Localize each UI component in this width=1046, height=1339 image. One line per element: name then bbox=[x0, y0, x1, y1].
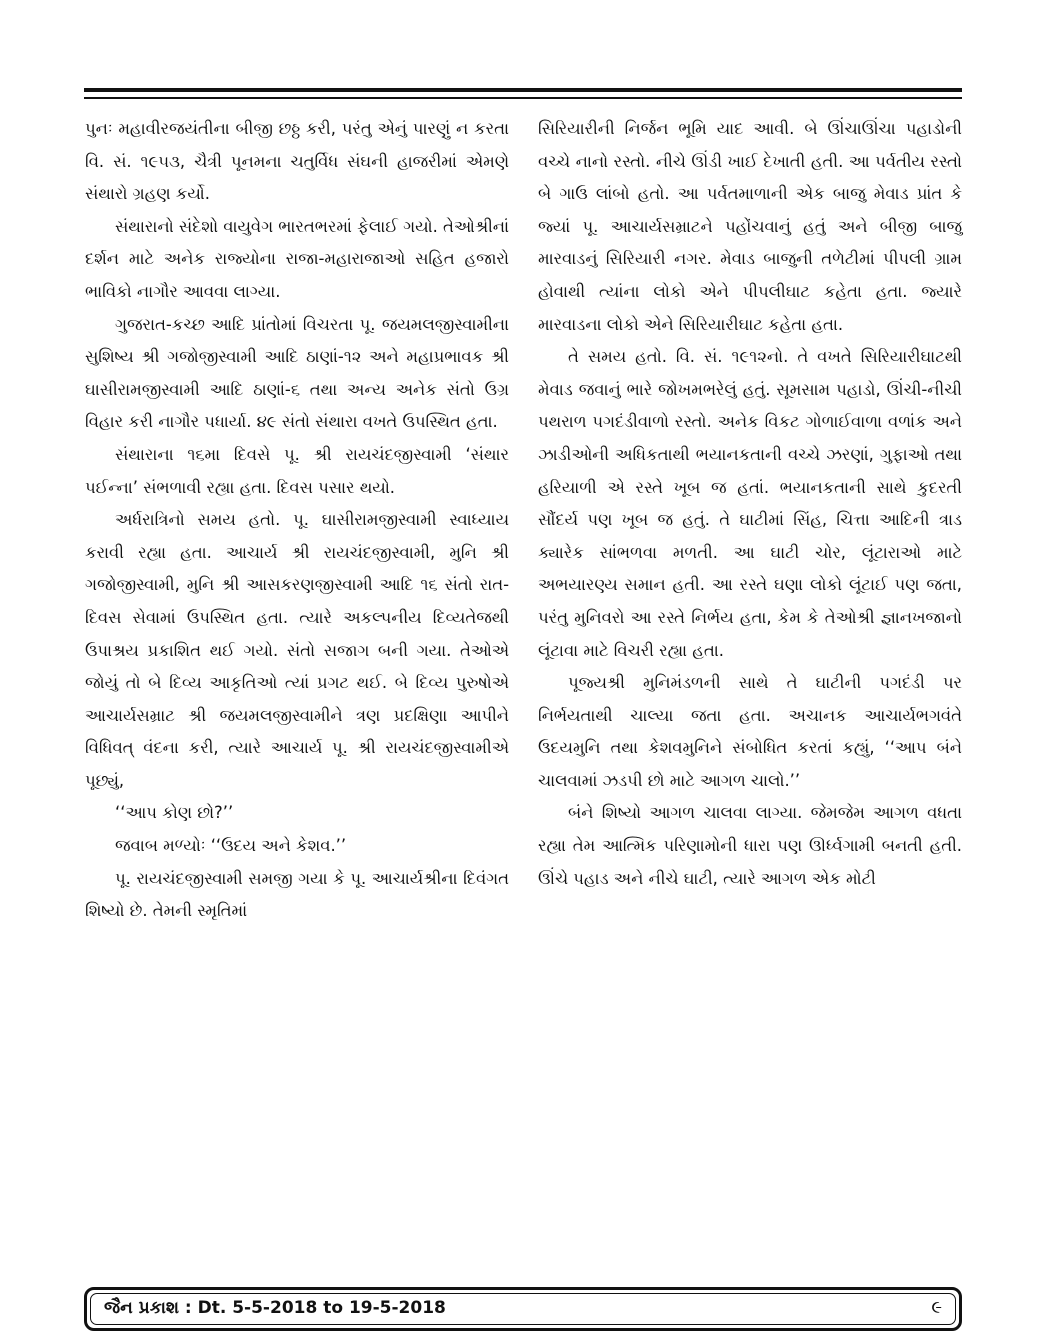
paragraph: બંને શિષ્યો આગળ ચાલવા લાગ્યા. જેમજેમ આગળ વધતા રહ્યા તેમ આત્મિક પરિણામોની ધારા પણ ઊર્ધ્વગામી બનતી હતી. ઊંચે પહાડ અને નીચે ઘાટી, ત્યારે આગળ એક મોટી bbox=[538, 803, 962, 888]
page-footer bbox=[84, 1287, 962, 1331]
paragraph: તે સમય હતો. વિ. સં. ૧૯૧૨નો. તે વખતે સિરિયારીઘાટથી મેવાડ જવાનું ભારે જોખમભરેલું હતું. સૂમસામ પહાડો, ઊંચી-નીચી પથરાળ પગદંડીવાળો રસ્તો. અનેક વિકટ ગોળાઈવાળા વળાંક અને ઝાડીઓની અધિકતાથી ભયાનકતાની વચ્ચે ઝરણાં, ગુફાઓ તથા હરિયાળી એ રસ્તે ખૂબ જ હતાં. ભયાનકતાની સાથે કુદરતી સૌંદર્ય પણ ખૂબ જ હતું. તે ઘાટીમાં સિંહ, ચિત્તા આદિની ત્રાડ ક્યારેક સાંભળવા મળતી. આ ઘાટી ચોર, લૂંટારાઓ માટે અભયારણ્ય સમાન હતી. આ રસ્તે ઘણા લોકો લૂંટાઈ પણ જતા, પરંતુ મુનિવરો આ રસ્તે નિર્ભય હતા, કેમ કે તેઓશ્રી જ્ઞાનખજાનો લૂંટાવા માટે વિચરી રહ્યા હતા. bbox=[538, 347, 962, 660]
publication-info: જૈન પ્રકાશ : Dt. 5-5-2018 to 19-5-2018 bbox=[104, 1298, 446, 1318]
top-rule-thick bbox=[84, 88, 962, 92]
paragraph: પૂજ્યશ્રી મુનિમંડળની સાથે તે ઘાટીની પગદંડી પર નિર્ભયતાથી ચાલ્યા જતા હતા. અચાનક આચાર્યભગવંતે ઉદયમુનિ તથા કેશવમુનિને સંબોધિત કરતાં કહ્યું, ‘‘આપ બંને ચાલવામાં ઝડપી છો માટે આગળ ચાલો.’’ bbox=[538, 673, 962, 790]
paragraph: પુનઃ મહાવીરજયંતીના બીજી છઠ્ઠ કરી, પરંતુ એનું પારણું ન કરતા વિ. સં. ૧૯૫૩, ચૈત્રી પૂનમના ચતુર્વિધ સંઘની હાજરીમાં એમણે સંથારો ગ્રહણ કર્યો. bbox=[85, 119, 509, 204]
paragraph: પૂ. રાયચંદજીસ્વામી સમજી ગયા કે પૂ. આચાર્યશ્રીના દિવંગત શિષ્યો છે. તેમની સ્મૃતિમાં bbox=[85, 868, 509, 921]
page-number: ૯ bbox=[931, 1297, 942, 1318]
left-column bbox=[85, 113, 509, 928]
right-column bbox=[538, 113, 962, 895]
paragraph: અર્ધરાત્રિનો સમય હતો. પૂ. ઘાસીરામજીસ્વામી સ્વાધ્યાય કરાવી રહ્યા હતા. આચાર્ય શ્રી રાયચંદજીસ્વામી, મુનિ શ્રી ગજોજીસ્વામી, મુનિ શ્રી આસકરણજીસ્વામી આદિ ૧૬ સંતો રાત-દિવસ સેવામાં ઉપસ્થિત હતા. ત્યારે અકલ્પનીય દિવ્યતેજથી ઉપાશ્રય પ્રકાશિત થઈ ગયો. સંતો સજાગ બની ગયા. તેઓએ જોયું તો બે દિવ્ય આકૃતિઓ ત્યાં પ્રગટ થઈ. બે દિવ્ય પુરુષોએ આચાર્યસમ્રાટ શ્રી જયમલજીસ્વામીને ત્રણ પ્રદક્ષિણા આપીને વિધિવત્ વંદના કરી, ત્યારે આચાર્ય પૂ. શ્રી રાયચંદજીસ્વામીએ પૂછ્યું, bbox=[85, 510, 509, 790]
top-rule-thin bbox=[84, 97, 962, 99]
paragraph: સિરિયારીની નિર્જન ભૂમિ યાદ આવી. બે ઊંચાઊંચા પહાડોની વચ્ચે નાનો રસ્તો. નીચે ઊંડી ખાઈ દેખાતી હતી. આ પર્વતીય રસ્તો બે ગાઉ લાંબો હતો. આ પર્વતમાળાની એક બાજુ મેવાડ પ્રાંત કે જ્યાં પૂ. આચાર્યસમ્રાટને પહોંચવાનું હતું અને બીજી બાજુ મારવાડનું સિરિયારી નગર. મેવાડ બાજુની તળેટીમાં પીપલી ગ્રામ હોવાથી ત્યાંના લોકો એને પીપલીઘાટ કહેતા હતા. જ્યારે મારવાડના લોકો એને સિરિયારીઘાટ કહેતા હતા. bbox=[538, 119, 962, 334]
paragraph: સંથારાનો સંદેશો વાયુવેગ ભારતભરમાં ફેલાઈ ગયો. તેઓશ્રીનાં દર્શન માટે અનેક રાજ્યોના રાજા-મહારાજાઓ સહિત હજારો ભાવિકો નાગૌર આવવા લાગ્યા. bbox=[85, 216, 510, 301]
paragraph: ગુજરાત-કચ્છ આદિ પ્રાંતોમાં વિચરતા પૂ. જયમલજીસ્વામીના સુશિષ્ય શ્રી ગજોજીસ્વામી આદિ ઠાણાં-૧૨ અને મહાપ્રભાવક શ્રી ઘાસીરામજીસ્વામી આદિ ઠાણાં-૬ તથા અન્ય અનેક સંતો ઉગ્ર વિહાર કરી નાગૌર પધાર્યા. ૪૯ સંતો સંથારા વખતે ઉપસ્થિત હતા. bbox=[85, 314, 509, 432]
paragraph: જવાબ મળ્યોઃ ‘‘ઉદય અને કેશવ.’’ bbox=[115, 836, 347, 856]
paragraph: સંથારાના ૧૬મા દિવસે પૂ. શ્રી રાયચંદજીસ્વામી ‘સંથાર પઈન્ના’ સંભળાવી રહ્યા હતા. દિવસ પસાર થયો. bbox=[85, 444, 509, 497]
paragraph: ‘‘આપ કોણ છો?’’ bbox=[115, 803, 234, 823]
